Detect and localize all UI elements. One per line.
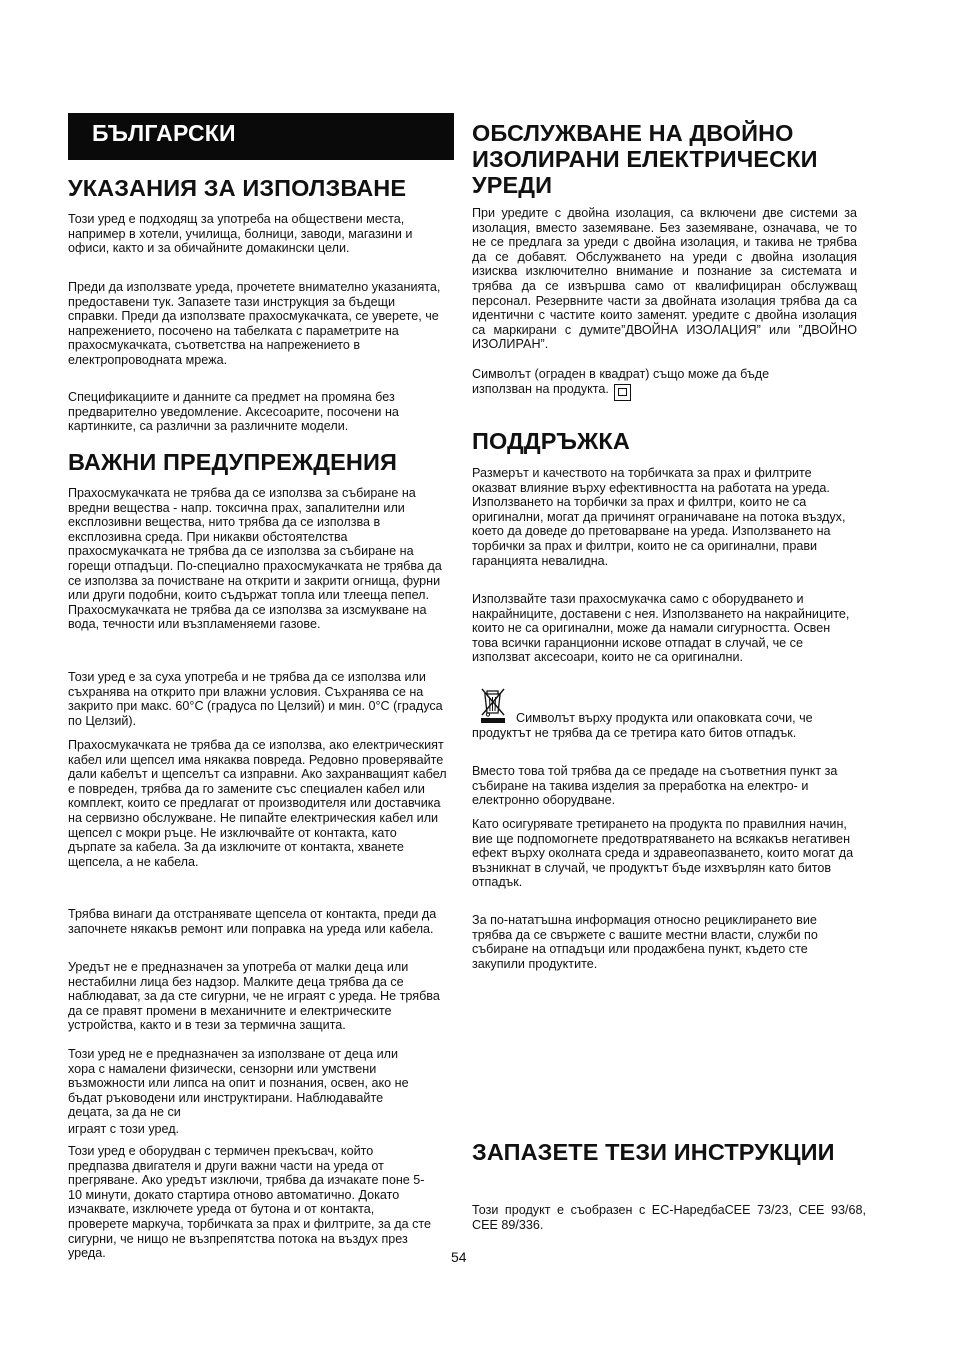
maint-p3: Символът върху продукта или опаковката сочи, че продуктът не трябва да се третира като битов отпадък. — [472, 711, 813, 740]
square-in-square-icon — [614, 384, 631, 401]
warn-p5: Уредът не е предназначен за употреба от малки деца или нестабилни лица без надзор. Малките деца трябва да се наблюдават, за да сте сигурни, че не играят с уреда. Не трябва да се правят промени в механичните и електрическите устройства, както и в тези за термична защита. — [68, 960, 440, 1033]
warnings-title: ВАЖНИ ПРЕДУПРЕЖДЕНИЯ — [68, 449, 397, 475]
usage-title: УКАЗАНИЯ ЗА ИЗПОЛЗВАНЕ — [68, 175, 407, 201]
usage-p3: Спецификациите и данните са предмет на промяна без предварително уведомление. Аксесоарите, посочени на картинките, са различни за различните модели. — [68, 390, 399, 434]
double-insulation-title: ОБСЛУЖВАНЕ НА ДВОЙНО ИЗОЛИРАНИ ЕЛЕКТРИЧЕСКИ УРЕДИ — [472, 120, 818, 198]
maint-p1: Размерът и качеството на торбичката за прах и филтрите оказват влияние върху ефективността на работата на уреда. Използването на торбички за прах и филтри, които не са оригинални, могат да причинят ограничаване на потока въздух, което да доведе до претоварване на уреда. Използването на торбички за прах и филтри, които не са оригинални, прави гаранцията невалидна. — [472, 466, 846, 568]
warn-p8: Този уред е оборудван с термичен прекъсвач, който предпазва двигателя и други важни части на уреда от прегряване. Ако уредът изключи, трябва да изчакате поне 5-10 минути, докато стартира отново автоматично. Докато изчаквате, изключете уреда от бутона и от контакта, проверете маркуча, торбичката за прах и филтрите, за да сте сигурни, че нищо не възпрепятства потока на въздух през уреда. — [68, 1144, 432, 1261]
warn-p6: Този уред не е предназначен за използване от деца или хора с намалени физически, сензорни или умствени възможности или липса на опит и познания, освен, ако не бъдат ръководени или инструктирани. Наблюдавайте децата, за да не си — [68, 1047, 409, 1120]
maintenance-title: ПОДДРЪЖКА — [472, 428, 630, 454]
language-bar: БЪЛГАРСКИ — [68, 113, 454, 160]
warn-p7: играят с този уред. — [68, 1122, 180, 1136]
maint-p4: Вместо това той трябва да се предаде на съответния пункт за събиране на такива изделия за преработка на електро- и електронно оборудване. — [472, 764, 838, 808]
double-insulation-p2-wrap — [472, 367, 832, 401]
double-insulation-p2: Символът (ограден в квадрат) също може да бъде използван на продукта. — [472, 367, 770, 396]
save-instructions-title: ЗАПАЗЕТЕ ТЕЗИ ИНСТРУКЦИИ — [472, 1139, 835, 1165]
page-number: 54 — [451, 1249, 467, 1265]
compliance-text: Този продукт е съобразен с ЕС-НаредбаCEE 73/23, CEE 93/68, CEE 89/336. — [472, 1203, 866, 1232]
warn-p2: Този уред е за суха употреба и не трябва да се използва или съхранява на открито при влажни условия. Съхранява се на закрито при макс. 60°C (градуса по Целзий) и мин. 0°C (градуса по Целзий). — [68, 670, 443, 728]
usage-p2: Преди да използвате уреда, прочетете внимателно указанията, предоставени тук. Запазете тази инструкция за бъдещи справки. Преди да използвате прахосмукачката, се уверете, че напрежението, посочено на табелката с параметрите на прахосмукачката, съответства на напрежението в електропроводната мрежа. — [68, 280, 441, 367]
maint-p2: Използвайте тази прахосмукачка само с оборудването и накрайниците, доставени с нея. Използването на накрайниците, които не са оригинални, може да намали сигурността. Освен това всички гаранционни искове отпадат в случай, че се използват аксесоари, които не са оригинални. — [472, 592, 850, 665]
warn-p3: Прахосмукачката не трябва да се използва, ако електрическият кабел или щепсел има някаква повреда. Редовно проверявайте дали кабелът и щепселът са изправни. Ако захранващият кабел е повреден, трябва да го замените със специален кабел или комплект, които се предлагат от производителя или доставчика на сервизно обслужване. Не пипайте електрическия кабел или щепсел с мокри ръце. Не изключвайте от контакта, като дърпате за кабела. За да изключите от контакта, хванете щепсела, а не кабела. — [68, 738, 447, 869]
maint-p6: За по-нататъшна информация относно рециклирането вие трябва да се свържете с вашите местни власти, служби по събиране на отпадъци или продажбена пункт, където сте закупили продуктите. — [472, 913, 818, 971]
maint-p5: Като осигурявате третирането на продукта по правилния начин, вие ще подпомогнете предотвратяването на всякакъв негативен ефект върху околната среда и здравеопазването, които могат да възникнат в случай, че продуктът бъде изхвърлян като битов отпадък. — [472, 817, 854, 890]
double-insulation-p1: При уредите с двойна изолация, са включени две системи за изолация, вместо заземяване. Без заземяване, означава, че то не се предлага за уреди с двойна изолация, и такива не трябва да се добавят. Обслужването на уреди с двойна изолация изисква изключително внимание и познание за системата и трябва да се извършва само от квалифициран обслужващ персонал. Резервните части за двойната изолация трябва да са идентични с частите които заменят. уредите с двойна изолация са маркирани с думите”ДВОЙНА ИЗОЛАЦИЯ” или ”ДВОЙНО ИЗОЛИРАН”. — [472, 206, 857, 352]
warn-p4: Трябва винаги да отстранявате щепсела от контакта, преди да започнете някакъв ремонт или поправка на уреда или кабела. — [68, 907, 437, 936]
usage-p1: Този уред е подходящ за употреба на обществени места, например в хотели, училища, болници, заводи, магазини и офиси, както и за обичайните домакински цели. — [68, 212, 413, 256]
warn-p1: Прахосмукачката не трябва да се използва за събиране на вредни вещества - напр. токсична прах, запалителни или експлозивни вещества, нито трябва да се използва в експлозивна среда. При никакви обстоятелства прахосмукачката не трябва да се използва за събиране на горещи отпадъци. По-специално прахосмукачката не трябва да се използва за почистване на открити и закрити огнища, фурни или други подобни, които съдържат топла или тлееща пепел. Прахосмукачката не трябва да се използва за изсмукване на вода, течности или възпламеняеми газове. — [68, 486, 442, 632]
